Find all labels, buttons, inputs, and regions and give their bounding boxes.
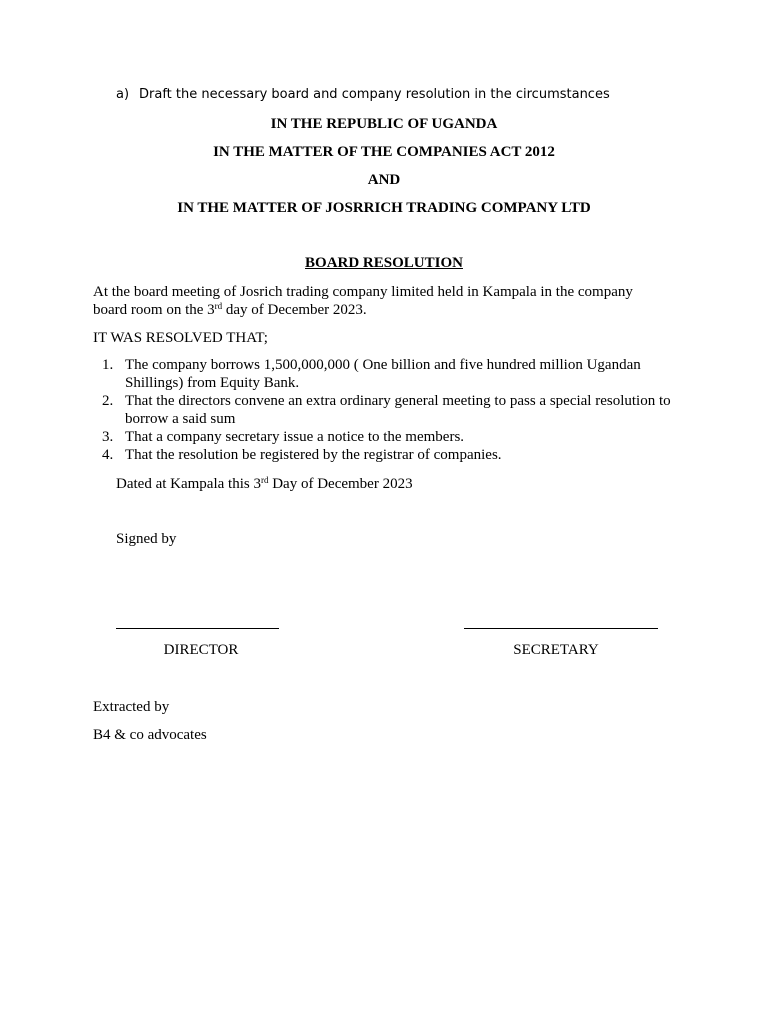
signed-by-label: Signed by — [116, 531, 177, 547]
instruction-line — [116, 87, 610, 102]
list-item-number: 3. — [102, 429, 114, 445]
intro-line-1: At the board meeting of Josrich trading company limited held in Kampala in the company — [93, 284, 633, 300]
dated-ordinal-suffix: rd — [260, 475, 269, 485]
list-item — [93, 356, 693, 392]
instruction-marker: a) — [116, 87, 130, 102]
firm-name: B4 & co advocates — [93, 727, 207, 743]
heading-and: AND — [367, 172, 401, 188]
heading-republic: IN THE REPUBLIC OF UGANDA — [270, 116, 498, 132]
list-item-number: 1. — [102, 357, 114, 373]
list-item-number: 4. — [102, 447, 114, 463]
list-item-text: That the resolution be registered by the registrar of companies. — [125, 447, 502, 463]
intro-line-2 — [93, 301, 683, 319]
heading-company-matter: IN THE MATTER OF JOSRRICH TRADING COMPANY LTD — [177, 200, 591, 216]
director-label: DIRECTOR — [163, 642, 239, 658]
list-item-text: The company borrows 1,500,000,000 ( One billion and five hundred million Ugandan Shillings) from Equity Bank. — [125, 357, 641, 391]
heading-companies-act: IN THE MATTER OF THE COMPANIES ACT 2012 — [213, 144, 555, 160]
dated-start: Dated at Kampala this 3 — [116, 476, 261, 492]
director-signature-line — [116, 628, 279, 629]
resolved-heading: IT WAS RESOLVED THAT; — [93, 330, 268, 346]
list-item — [93, 428, 693, 446]
board-resolution-title-text: BOARD RESOLUTION — [305, 255, 463, 271]
instruction-text: Draft the necessary board and company resolution in the circumstances — [139, 87, 610, 102]
list-item-text: That the directors convene an extra ordinary general meeting to pass a special resolution to borrow a said sum — [125, 393, 671, 427]
extracted-by-label: Extracted by — [93, 699, 170, 715]
resolution-list — [93, 356, 693, 464]
intro-paragraph — [93, 283, 683, 319]
list-item-number: 2. — [102, 393, 114, 409]
list-item-text: That a company secretary issue a notice to the members. — [125, 429, 465, 445]
dated-line — [116, 475, 413, 493]
intro-line-2-end: day of December 2023. — [222, 302, 367, 318]
board-resolution-title — [0, 255, 768, 272]
intro-line-2-start: board room on the 3 — [93, 302, 215, 318]
list-item — [93, 392, 693, 428]
list-item — [93, 446, 693, 464]
dated-end: Day of December 2023 — [268, 476, 413, 492]
secretary-signature-line — [464, 628, 658, 629]
secretary-label: SECRETARY — [513, 642, 599, 658]
intro-ordinal-suffix: rd — [214, 301, 223, 311]
